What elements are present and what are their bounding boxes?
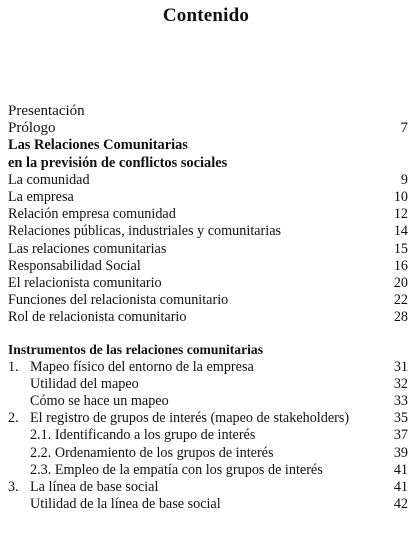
toc-entry-text: Las relaciones comunitarias	[8, 240, 167, 257]
toc-entry-text: Mapeo físico del entorno de la empresa	[30, 358, 254, 375]
toc-entry-text: Relaciones públicas, industriales y comunitarias	[8, 223, 282, 240]
toc-entry-text: Presentación	[8, 103, 85, 119]
toc-sub-entry	[8, 393, 408, 410]
toc-section-heading-text: Instrumentos de las relaciones comunitarias	[8, 342, 264, 358]
toc-entry-number: 3.	[8, 478, 19, 495]
toc-sub-entry	[8, 462, 408, 479]
toc-entry-page: 32	[393, 375, 408, 392]
toc-numbered-entry	[8, 479, 408, 496]
toc-entry-page: 12	[393, 206, 408, 223]
toc-entry	[8, 223, 408, 240]
toc-entry-page: 22	[393, 292, 408, 309]
toc-entry-text: El relacionista comunitario	[8, 274, 162, 291]
toc-entry-number: 1.	[8, 358, 19, 375]
toc-entry-text: Responsabilidad Social	[8, 257, 141, 274]
toc-sub-entry	[8, 496, 408, 513]
toc-entry-text: Prólogo	[8, 120, 56, 137]
toc-entry-text: en la previsión de conflictos sociales	[8, 154, 228, 171]
toc-entry	[8, 172, 408, 189]
toc-entry-page: 15	[393, 240, 408, 257]
page-title: Contenido	[162, 5, 250, 26]
toc-entry-text: Funciones del relacionista comunitario	[8, 292, 229, 309]
toc-entry-page: 39	[393, 444, 408, 461]
toc-entry-page: 33	[393, 393, 408, 409]
toc-entry-text: Rol de relacionista comunitario	[8, 309, 187, 326]
toc-entry-page: 16	[393, 257, 408, 274]
toc-entry-page: 10	[393, 188, 408, 205]
toc-entry-text: La línea de base social	[30, 478, 159, 495]
toc-entry-page: 9	[400, 171, 408, 188]
toc-sub-entry	[8, 427, 408, 444]
toc-entry-page: 28	[393, 309, 408, 326]
toc-entry-presentacion	[8, 103, 408, 120]
toc-entry-text: Utilidad del mapeo	[30, 375, 139, 392]
toc-entry-text: La empresa	[8, 188, 74, 205]
toc-entry-text: 2.1. Identificando a los grupo de interés	[30, 427, 256, 444]
toc-part-heading-line1	[8, 137, 408, 154]
toc-entry-page: 41	[393, 461, 408, 478]
toc-entry	[8, 309, 408, 326]
toc-entry-text: La comunidad	[8, 171, 90, 188]
toc-section-heading	[8, 341, 408, 358]
toc-entry-prologo	[8, 120, 408, 137]
toc-entry	[8, 189, 408, 206]
section-spacer	[8, 326, 408, 341]
toc-entry-text: Relación empresa comunidad	[8, 206, 176, 223]
toc-entry-page: 14	[393, 223, 408, 240]
toc-entry	[8, 206, 408, 223]
toc-entry-page: 20	[393, 274, 408, 291]
toc-entry-text: Las Relaciones Comunitarias	[8, 137, 188, 154]
toc-part-heading-line2	[8, 155, 408, 172]
toc-entry-page: 42	[393, 496, 408, 513]
toc-entry	[8, 292, 408, 309]
toc-entry-page: 35	[393, 410, 408, 427]
toc-entry	[8, 275, 408, 292]
toc-sub-entry	[8, 376, 408, 393]
toc-entry-page: 31	[393, 358, 408, 375]
toc-entry-page: 41	[393, 478, 408, 495]
toc-numbered-entry	[8, 410, 408, 427]
toc-entry-page: 37	[393, 427, 408, 444]
toc-entry-text: 2.2. Ordenamiento de los grupos de interés	[30, 444, 274, 461]
toc-entry	[8, 258, 408, 275]
toc-entry-number: 2.	[8, 410, 19, 427]
toc-sub-entry	[8, 445, 408, 462]
table-of-contents	[8, 103, 408, 513]
toc-entry-page: 7	[400, 120, 408, 137]
toc-entry-text: El registro de grupos de interés (mapeo de stakeholders)	[30, 410, 350, 427]
toc-entry-text: 2.3. Empleo de la empatía con los grupos de interés	[30, 461, 323, 478]
toc-entry	[8, 241, 408, 258]
toc-entry-text: Utilidad de la línea de base social	[30, 496, 221, 513]
toc-entry-text: Cómo se hace un mapeo	[30, 393, 169, 409]
toc-numbered-entry	[8, 359, 408, 376]
